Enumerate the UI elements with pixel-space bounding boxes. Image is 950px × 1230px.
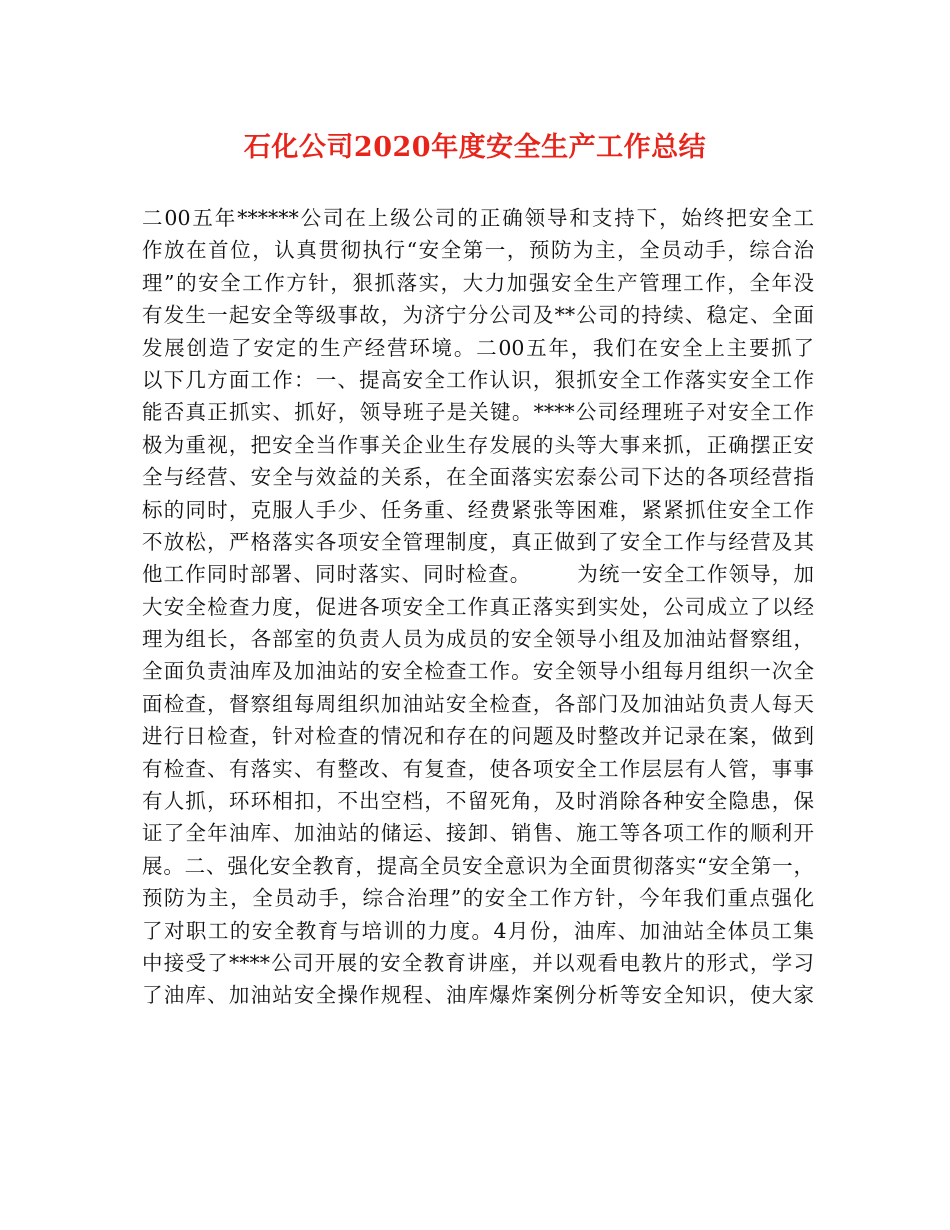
body-line: 中接受了****公司开展的安全教育讲座，并以观看电教片的形式，学习 xyxy=(142,950,814,975)
body-line: 理”的安全工作方针，狠抓落实，大力加强安全生产管理工作，全年没 xyxy=(142,270,814,295)
body-line: 预防为主，全员动手，综合治理”的安全工作方针，今年我们重点强化 xyxy=(142,886,814,911)
body-line: 作放在首位，认真贯彻执行“安全第一，预防为主，全员动手，综合治 xyxy=(142,238,814,263)
body-line: 不放松，严格落实各项安全管理制度，真正做到了安全工作与经营及其 xyxy=(142,529,814,554)
body-line: 全面负责油库及加油站的安全检查工作。安全领导小组每月组织一次全 xyxy=(142,659,814,684)
body-line: 全与经营、安全与效益的关系，在全面落实宏泰公司下达的各项经营指 xyxy=(142,465,814,490)
body-line: 标的同时，克服人手少、任务重、经费紧张等困难，紧紧抓住安全工作 xyxy=(142,497,814,522)
body-line: 大安全检查力度，促进各项安全工作真正落实到实处，公司成立了以经 xyxy=(142,594,814,619)
document-body xyxy=(142,202,814,1012)
body-line: 他工作同时部署、同时落实、同时检查。 为统一安全工作领导，加 xyxy=(142,562,814,587)
body-line: 进行日检查，针对检查的情况和存在的问题及时整改并记录在案，做到 xyxy=(142,724,814,749)
body-line: 有检查、有落实、有整改、有复查，使各项安全工作层层有人管，事事 xyxy=(142,756,814,781)
body-line: 证了全年油库、加油站的储运、接卸、销售、施工等各项工作的顺利开 xyxy=(142,821,814,846)
body-line: 面检查，督察组每周组织加油站安全检查，各部门及加油站负责人每天 xyxy=(142,691,814,716)
body-line: 二00五年******公司在上级公司的正确领导和支持下，始终把安全工 xyxy=(142,206,814,230)
document-title: 石化公司2020年度安全生产工作总结 xyxy=(243,132,707,163)
body-line: 以下几方面工作：一、提高安全工作认识，狠抓安全工作落实安全工作 xyxy=(142,367,814,392)
body-line: 有发生一起安全等级事故，为济宁分公司及**公司的持续、稳定、全面 xyxy=(142,303,814,328)
body-line: 了油库、加油站安全操作规程、油库爆炸案例分析等安全知识，使大家 xyxy=(142,983,814,1008)
body-line: 有人抓，环环相扣，不出空档，不留死角，及时消除各种安全隐患，保 xyxy=(142,789,814,814)
body-line: 能否真正抓实、抓好，领导班子是关键。****公司经理班子对安全工作 xyxy=(142,400,814,425)
body-line: 了对职工的安全教育与培训的力度。4月份，油库、加油站全体员工集 xyxy=(142,918,814,943)
body-line: 展。二、强化安全教育，提高全员安全意识为全面贯彻落实“安全第一， xyxy=(142,853,814,878)
body-line: 发展创造了安定的生产经营环境。二00五年，我们在安全上主要抓了 xyxy=(142,335,814,360)
body-line: 极为重视，把安全当作事关企业生存发展的头等大事来抓，正确摆正安 xyxy=(142,432,814,457)
body-line: 理为组长，各部室的负责人员为成员的安全领导小组及加油站督察组， xyxy=(142,627,814,652)
